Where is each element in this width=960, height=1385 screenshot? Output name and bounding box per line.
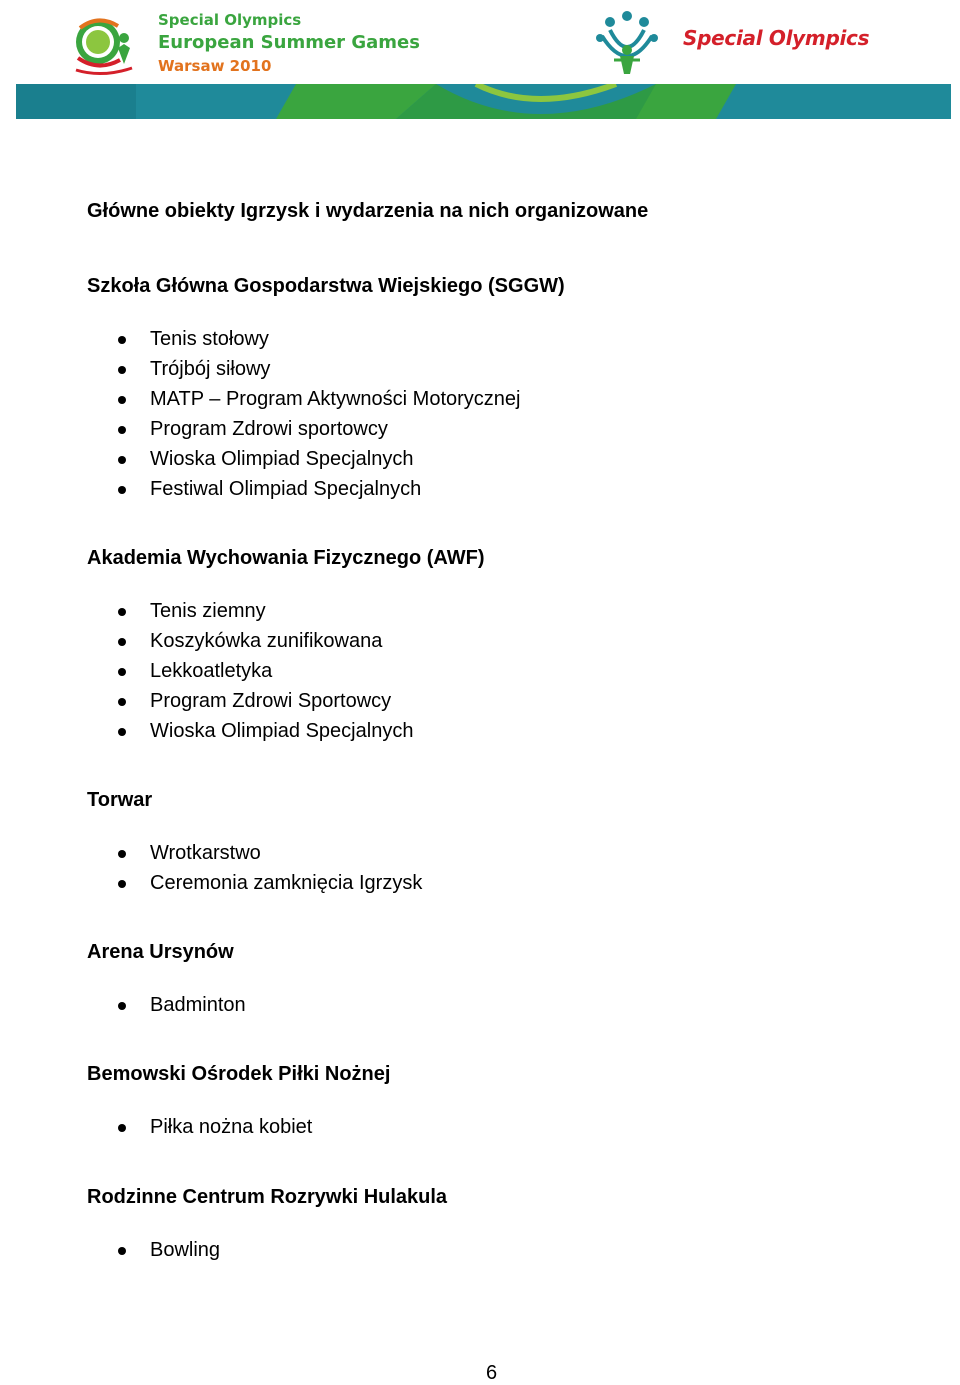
bullet-icon bbox=[118, 426, 126, 434]
bullet-icon bbox=[118, 698, 126, 706]
header-banner bbox=[16, 84, 951, 119]
special-olympics-emblem-icon bbox=[590, 6, 664, 80]
bullet-icon bbox=[118, 336, 126, 344]
section-heading-hulakula: Rodzinne Centrum Rozrywki Hulakula bbox=[87, 1186, 448, 1208]
section-heading-awf: Akademia Wychowania Fizycznego (AWF) bbox=[87, 547, 485, 569]
games-logo-icon bbox=[72, 8, 136, 78]
page-number: 6 bbox=[486, 1362, 498, 1384]
page-header bbox=[0, 0, 960, 120]
games-title-line3: Warsaw 2010 bbox=[158, 57, 272, 75]
bullet-icon bbox=[118, 1124, 126, 1132]
bullet-icon bbox=[118, 850, 126, 858]
bullet-icon bbox=[118, 396, 126, 404]
bullet-icon bbox=[118, 728, 126, 736]
bullet-icon bbox=[118, 1247, 126, 1255]
games-title-block bbox=[158, 10, 458, 76]
games-title-line2: European Summer Games bbox=[158, 32, 420, 53]
bullet-icon bbox=[118, 456, 126, 464]
bullet-icon bbox=[118, 880, 126, 888]
bullet-icon bbox=[118, 486, 126, 494]
section-heading-torwar: Torwar bbox=[87, 789, 153, 811]
section-heading-arena-ursynow: Arena Ursynów bbox=[87, 941, 234, 963]
section-heading-sggw: Szkoła Główna Gospodarstwa Wiejskiego (SGGW) bbox=[87, 275, 565, 297]
bullet-icon bbox=[118, 366, 126, 374]
games-title-line1: Special Olympics bbox=[158, 11, 302, 29]
document-title: Główne obiekty Igrzysk i wydarzenia na nich organizowane bbox=[87, 200, 649, 222]
special-olympics-wordmark: Special Olympics bbox=[683, 26, 870, 50]
section-heading-bemowski: Bemowski Ośrodek Piłki Nożnej bbox=[87, 1063, 391, 1085]
bullet-icon bbox=[118, 668, 126, 676]
bullet-icon bbox=[118, 608, 126, 616]
bullet-icon bbox=[118, 1002, 126, 1010]
bullet-icon bbox=[118, 638, 126, 646]
